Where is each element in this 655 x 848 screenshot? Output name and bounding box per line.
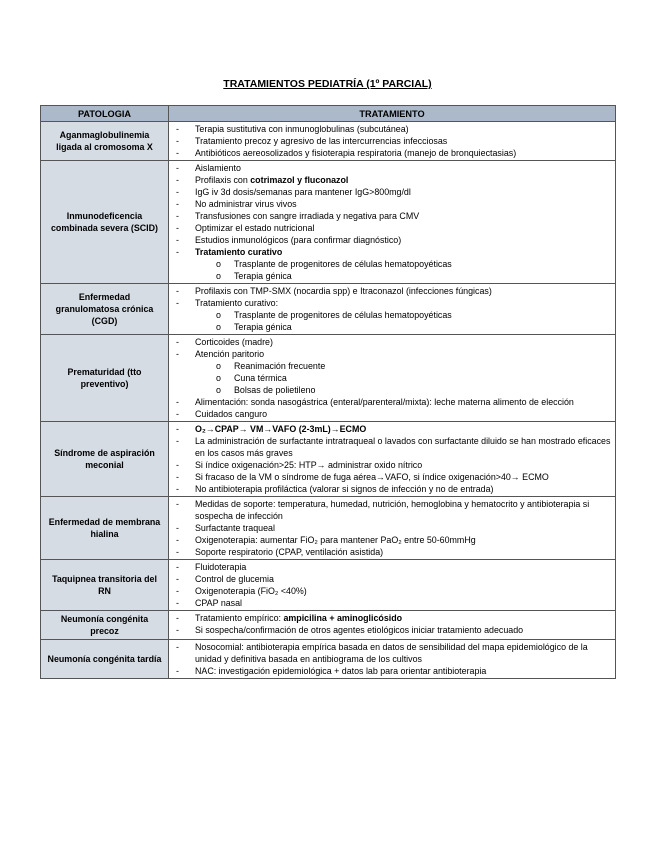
- table-row: [41, 497, 616, 560]
- treatment-item: - Corticoides (madre): [172, 336, 611, 348]
- treatment-item: - Tratamiento curativo:: [172, 297, 611, 309]
- treatment-item: - Oxigenoterapia (FiO₂ <40%): [172, 585, 611, 597]
- treatment-item: - Si fracaso de la VM o síndrome de fuga aérea→VAFO, si índice oxigenación>40→ ECMO: [172, 471, 611, 483]
- treatment-item: [172, 423, 611, 435]
- treatment-item: - Fluidoterapia: [172, 561, 611, 573]
- treatment-item: - Profilaxis con TMP-SMX (nocardia spp) e Itraconazol (infecciones fúngicas): [172, 285, 611, 297]
- treatment-cell: [169, 422, 616, 497]
- treatment-item: - Nosocomial: antibioterapia empírica basada en datos de sensibilidad del mapa epidemiológico de la unidad y definitiva basada en antibiograma de los cultivos: [172, 641, 611, 665]
- pathology-cell: Síndrome de aspiración meconial: [41, 422, 169, 497]
- pathology-cell: Enfermedad granulomatosa crónica (CGD): [41, 284, 169, 335]
- treatment-cell: [169, 335, 616, 422]
- pathology-header: PATOLOGIA: [41, 106, 169, 122]
- pathology-cell: Neumonía congénita precoz: [41, 611, 169, 640]
- treatment-item: - Cuidados canguro: [172, 408, 611, 420]
- pathology-cell: Inmunodeficencia combinada severa (SCID): [41, 161, 169, 284]
- table-row: [41, 335, 616, 422]
- treatment-item: - Estudios inmunológicos (para confirmar diagnóstico): [172, 234, 611, 246]
- treatment-item: - Soporte respiratorio (CPAP, ventilación asistida): [172, 546, 611, 558]
- pathology-cell: Taquipnea transitoria del RN: [41, 560, 169, 611]
- treatment-item: - No antibioterapia profiláctica (valorar si signos de infección y no de entrada): [172, 483, 611, 495]
- treatment-item: [172, 612, 611, 624]
- treatment-item: [172, 174, 611, 186]
- table-row: [41, 611, 616, 640]
- table-row: [41, 284, 616, 335]
- table-row: [41, 422, 616, 497]
- treatment-item: - La administración de surfactante intratraqueal o lavados con surfactante diluido se han mostrado eficaces en los casos más graves: [172, 435, 611, 459]
- treatment-subitem: o Reanimación frecuente: [172, 360, 611, 372]
- pathology-cell: Aganmaglobulinemia ligada al cromosoma X: [41, 122, 169, 161]
- pathology-cell: Prematuridad (tto preventivo): [41, 335, 169, 422]
- treatment-item: - Medidas de soporte: temperatura, humedad, nutrición, hemoglobina y hematocrito y antibioterapia si sospecha de infección: [172, 498, 611, 522]
- treatment-item: - Atención paritorio: [172, 348, 611, 360]
- treatment-item: - Alimentación: sonda nasogástrica (enteral/parenteral/mixta): leche materna alimento de elección: [172, 396, 611, 408]
- treatment-item: - Terapia sustitutiva con inmunoglobulinas (subcutánea): [172, 123, 611, 135]
- treatment-text: Profilaxis con: [195, 175, 248, 185]
- table-row: [41, 640, 616, 679]
- treatment-highlight: ampicilina + aminoglicósido: [283, 613, 403, 623]
- treatment-highlight: Tratamiento curativo: [195, 247, 283, 257]
- treatment-item: - Surfactante traqueal: [172, 522, 611, 534]
- document-title: TRATAMIENTOS PEDIATRÍA (1º PARCIAL): [223, 78, 432, 90]
- treatment-cell: [169, 161, 616, 284]
- treatment-header: TRATAMIENTO: [169, 106, 616, 122]
- treatment-item: - Si índice oxigenación>25: HTP→ administrar oxido nítrico: [172, 459, 611, 471]
- treatment-item: - Transfusiones con sangre irradiada y negativa para CMV: [172, 210, 611, 222]
- treatment-highlight: cotrimazol y fluconazol: [250, 175, 349, 185]
- treatment-subitem: o Trasplante de progenitores de células hematopoyéticas: [172, 309, 611, 321]
- treatment-subitem: o Terapia génica: [172, 321, 611, 333]
- table-row: [41, 122, 616, 161]
- treatment-highlight: O₂→CPAP→ VM→VAFO (2-3mL)→ECMO: [195, 424, 367, 434]
- treatment-text: Tratamiento empírico:: [195, 613, 281, 623]
- treatment-subitem: o Terapia génica: [172, 270, 611, 282]
- treatment-cell: [169, 560, 616, 611]
- treatment-item: - Si sospecha/confirmación de otros agentes etiológicos iniciar tratamiento adecuado: [172, 624, 611, 636]
- treatment-item: - Aislamiento: [172, 162, 611, 174]
- table-row: [41, 560, 616, 611]
- treatment-cell: [169, 122, 616, 161]
- treatment-item: - NAC: investigación epidemiológica + datos lab para orientar antibioterapia: [172, 665, 611, 677]
- treatment-item: [172, 246, 611, 258]
- table-row: [41, 161, 616, 284]
- treatment-cell: [169, 611, 616, 640]
- treatment-cell: [169, 640, 616, 679]
- header-row: [41, 106, 616, 122]
- treatment-item: - Tratamiento precoz y agresivo de las intercurrencias infecciosas: [172, 135, 611, 147]
- pathology-cell: Enfermedad de membrana hialina: [41, 497, 169, 560]
- pathology-cell: Neumonía congénita tardía: [41, 640, 169, 679]
- treatment-item: - Optimizar el estado nutricional: [172, 222, 611, 234]
- treatment-item: - Antibióticos aereosolizados y fisioterapia respiratoria (manejo de bronquiectasias): [172, 147, 611, 159]
- treatment-cell: [169, 284, 616, 335]
- treatment-item: - IgG iv 3d dosis/semanas para mantener IgG>800mg/dl: [172, 186, 611, 198]
- treatment-cell: [169, 497, 616, 560]
- treatment-item: - Control de glucemia: [172, 573, 611, 585]
- treatment-item: - CPAP nasal: [172, 597, 611, 609]
- treatment-item: - Oxigenoterapia: aumentar FiO₂ para mantener PaO₂ entre 50-60mmHg: [172, 534, 611, 546]
- treatment-subitem: o Trasplante de progenitores de células hematopoyéticas: [172, 258, 611, 270]
- treatment-item: - No administrar virus vivos: [172, 198, 611, 210]
- treatment-table: [40, 105, 616, 679]
- treatment-subitem: o Cuna térmica: [172, 372, 611, 384]
- treatment-subitem: o Bolsas de polietileno: [172, 384, 611, 396]
